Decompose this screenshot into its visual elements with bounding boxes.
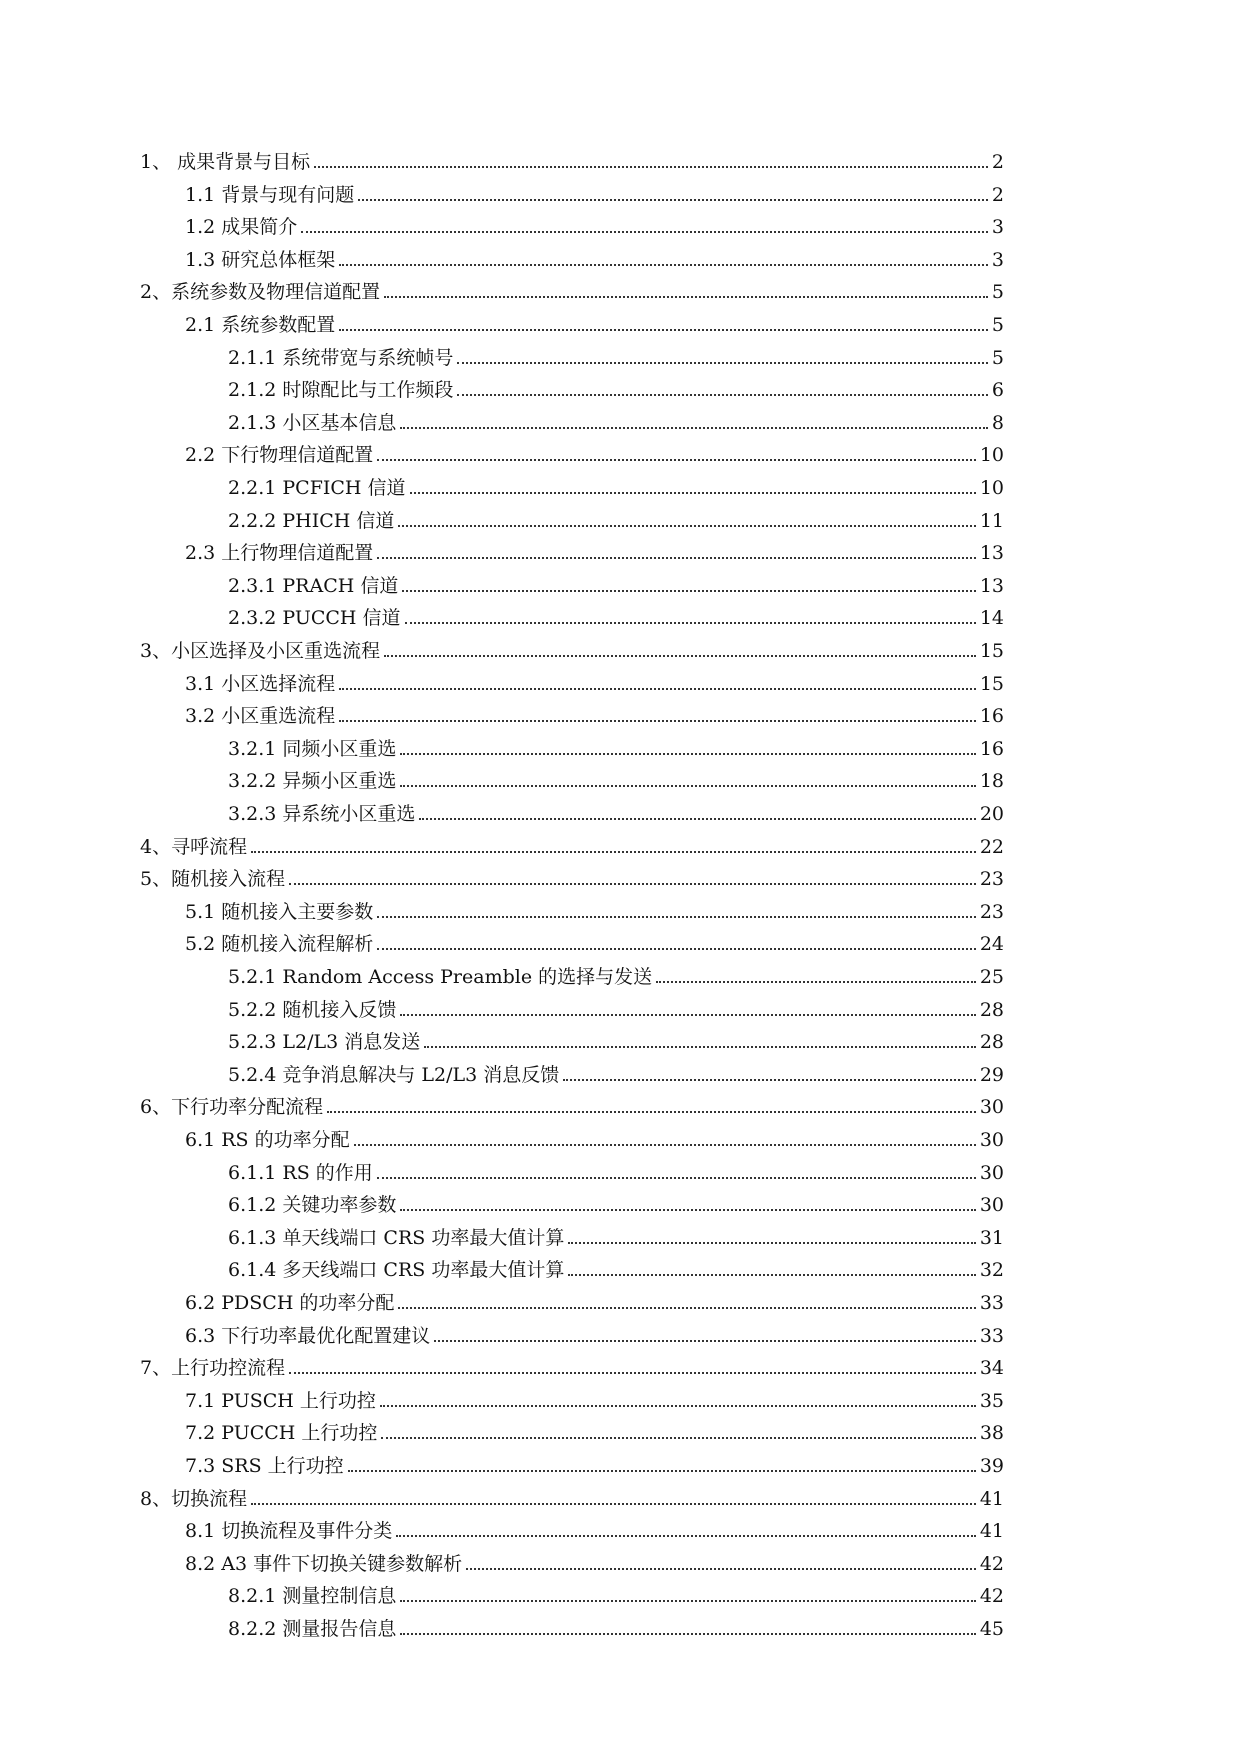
toc-entry[interactable] <box>185 241 1004 271</box>
toc-entry[interactable] <box>185 893 1004 923</box>
toc-entry[interactable] <box>228 762 1004 792</box>
toc-entry-page-number: 30 <box>979 1096 1004 1119</box>
toc-dot-leader <box>377 556 976 559</box>
toc-dot-leader <box>339 263 988 266</box>
toc-entry-label: 3.1 小区选择流程 <box>185 672 336 695</box>
toc-entry[interactable] <box>185 306 1004 336</box>
toc-dot-leader <box>400 1632 975 1635</box>
toc-dot-leader <box>384 654 976 657</box>
toc-entry-page-number: 16 <box>979 737 1004 760</box>
toc-entry-label: 2、系统参数及物理信道配置 <box>140 281 381 304</box>
toc-entry[interactable] <box>228 1186 1004 1216</box>
toc-entry-label: 7、上行功控流程 <box>140 1357 286 1380</box>
toc-entry-page-number: 11 <box>979 509 1004 532</box>
toc-entry[interactable] <box>140 273 1004 303</box>
toc-dot-leader <box>251 1502 976 1505</box>
toc-entry-label: 5.2 随机接入流程解析 <box>185 933 374 956</box>
toc-entry-label: 2.1.3 小区基本信息 <box>228 411 397 434</box>
toc-entry[interactable] <box>228 1577 1004 1607</box>
toc-entry-page-number: 45 <box>979 1618 1004 1640</box>
toc-entry-page-number: 30 <box>979 1161 1004 1184</box>
toc-entry-label: 5.2.1 Random Access Preamble 的选择与发送 <box>228 966 653 988</box>
toc-entry[interactable] <box>185 1382 1004 1412</box>
toc-entry-page-number: 42 <box>979 1552 1004 1575</box>
toc-entry-page-number: 34 <box>979 1357 1004 1380</box>
toc-dot-leader <box>457 361 988 364</box>
toc-entry-page-number: 18 <box>979 770 1004 793</box>
toc-entry[interactable] <box>228 1154 1004 1184</box>
toc-entry-page-number: 8 <box>991 411 1004 434</box>
toc-entry-page-number: 14 <box>979 607 1004 630</box>
toc-dot-leader <box>410 491 976 494</box>
toc-entry-page-number: 23 <box>979 868 1004 891</box>
toc-dot-leader <box>289 882 976 885</box>
toc-entry[interactable] <box>185 1447 1004 1477</box>
toc-dot-leader <box>400 752 975 755</box>
toc-entry-page-number: 30 <box>979 1129 1004 1151</box>
toc-dot-leader <box>381 1436 975 1439</box>
toc-entry[interactable] <box>228 371 1004 401</box>
toc-dot-leader <box>400 426 988 429</box>
toc-entry-label: 8.2.2 测量报告信息 <box>228 1618 397 1640</box>
toc-entry-label: 2.2.1 PCFICH 信道 <box>228 477 406 499</box>
toc-entry-label: 2.2.2 PHICH 信道 <box>228 509 395 532</box>
toc-entry-label: 2.1 系统参数配置 <box>185 314 336 336</box>
toc-dot-leader <box>354 1143 976 1146</box>
toc-entry-page-number: 10 <box>979 477 1004 499</box>
toc-entry[interactable] <box>228 1023 1004 1053</box>
toc-entry[interactable] <box>185 1545 1004 1575</box>
toc-dot-leader <box>419 817 975 820</box>
toc-entry[interactable] <box>228 1056 1004 1086</box>
toc-dot-leader <box>402 589 975 592</box>
toc-dot-leader <box>339 328 988 331</box>
toc-entry[interactable] <box>228 502 1004 532</box>
toc-dot-leader <box>656 980 976 983</box>
toc-entry[interactable] <box>185 1414 1004 1444</box>
toc-entry-page-number: 2 <box>991 183 1004 206</box>
toc-entry[interactable] <box>185 1512 1004 1542</box>
toc-entry-label: 3.2.1 同频小区重选 <box>228 737 397 760</box>
toc-entry-page-number: 3 <box>991 248 1004 271</box>
toc-entry-label: 2.2 下行物理信道配置 <box>185 444 374 467</box>
toc-dot-leader <box>348 1469 976 1472</box>
toc-entry-page-number: 31 <box>979 1226 1004 1249</box>
toc-entry[interactable] <box>228 599 1004 629</box>
toc-entry[interactable] <box>140 143 1004 173</box>
toc-dot-leader <box>400 1599 975 1602</box>
toc-entry-page-number: 42 <box>979 1585 1004 1608</box>
toc-entry-page-number: 6 <box>991 379 1004 402</box>
toc-entry-label: 1、 成果背景与目标 <box>140 151 311 173</box>
toc-entry-label: 5.2.4 竞争消息解决与 L2/L3 消息反馈 <box>228 1063 560 1086</box>
toc-dot-leader <box>377 1176 976 1179</box>
toc-entry-label: 6.1.1 RS 的作用 <box>228 1161 373 1184</box>
toc-dot-leader <box>396 1534 976 1537</box>
toc-entry[interactable] <box>185 697 1004 727</box>
toc-entry-label: 5.2.3 L2/L3 消息发送 <box>228 1031 421 1054</box>
toc-entry-page-number: 39 <box>979 1455 1004 1477</box>
toc-entry-label: 5.1 随机接入主要参数 <box>185 900 374 923</box>
toc-entry-label: 2.3.2 PUCCH 信道 <box>228 607 401 630</box>
toc-entry-label: 6.2 PDSCH 的功率分配 <box>185 1292 395 1314</box>
toc-dot-leader <box>314 165 988 168</box>
toc-entry[interactable] <box>185 436 1004 466</box>
toc-dot-leader <box>457 393 988 396</box>
toc-entry-label: 8.2 A3 事件下切换关键参数解析 <box>185 1552 463 1575</box>
toc-dot-leader <box>563 1078 976 1081</box>
toc-entry[interactable] <box>185 925 1004 955</box>
toc-entry-label: 1.1 背景与现有问题 <box>185 183 355 206</box>
toc-dot-leader <box>398 1306 975 1309</box>
toc-entry[interactable] <box>140 1349 1004 1379</box>
toc-entry-label: 4、寻呼流程 <box>140 835 248 858</box>
toc-entry-label: 6.1.2 关键功率参数 <box>228 1194 397 1217</box>
toc-entry-page-number: 25 <box>979 966 1004 988</box>
toc-entry[interactable] <box>185 1121 1004 1151</box>
toc-entry-label: 2.1.1 系统带宽与系统帧号 <box>228 346 454 369</box>
toc-entry-page-number: 24 <box>979 933 1004 956</box>
toc-entry-page-number: 15 <box>979 672 1004 695</box>
toc-entry[interactable] <box>140 632 1004 662</box>
toc-dot-leader <box>398 524 975 527</box>
toc-entry[interactable] <box>228 339 1004 369</box>
toc-dot-leader <box>568 1273 975 1276</box>
toc-entry-page-number: 3 <box>991 216 1004 239</box>
toc-entry[interactable] <box>228 795 1004 825</box>
toc-entry-page-number: 32 <box>979 1259 1004 1282</box>
toc-entry-page-number: 2 <box>991 151 1004 173</box>
toc-entry-label: 6、下行功率分配流程 <box>140 1096 324 1119</box>
toc-entry[interactable] <box>228 1219 1004 1249</box>
toc-entry-label: 3、小区选择及小区重选流程 <box>140 640 381 662</box>
toc-entry[interactable] <box>185 208 1004 238</box>
toc-entry-label: 6.3 下行功率最优化配置建议 <box>185 1324 431 1347</box>
toc-entry-page-number: 38 <box>979 1422 1004 1445</box>
toc-dot-leader <box>327 1110 976 1113</box>
toc-dot-leader <box>400 1208 975 1211</box>
toc-dot-leader <box>339 687 976 690</box>
toc-entry-label: 7.3 SRS 上行功控 <box>185 1455 344 1477</box>
toc-entry-page-number: 41 <box>979 1487 1004 1510</box>
toc-entry-label: 3.2.3 异系统小区重选 <box>228 803 416 825</box>
toc-entry-page-number: 20 <box>979 803 1004 825</box>
toc-dot-leader <box>380 1404 976 1407</box>
toc-entry-page-number: 13 <box>979 542 1004 565</box>
toc-entry-label: 1.2 成果简介 <box>185 216 298 239</box>
toc-entry-label: 8.1 切换流程及事件分类 <box>185 1520 393 1543</box>
toc-entry-label: 5、随机接入流程 <box>140 868 286 891</box>
toc-dot-leader <box>289 1371 976 1374</box>
toc-dot-leader <box>400 784 975 787</box>
toc-dot-leader <box>377 915 976 918</box>
toc-entry-page-number: 5 <box>991 314 1004 336</box>
toc-dot-leader <box>301 230 988 233</box>
toc-entry-page-number: 35 <box>979 1389 1004 1412</box>
toc-dot-leader <box>466 1567 976 1570</box>
toc-entry-label: 6.1 RS 的功率分配 <box>185 1129 350 1151</box>
toc-dot-leader <box>400 1013 975 1016</box>
toc-dot-leader <box>405 621 976 624</box>
toc-entry[interactable] <box>140 1088 1004 1118</box>
toc-entry-page-number: 28 <box>979 1031 1004 1054</box>
toc-entry-page-number: 30 <box>979 1194 1004 1217</box>
toc-entry-label: 3.2 小区重选流程 <box>185 705 336 728</box>
toc-dot-leader <box>377 947 976 950</box>
toc-entry-label: 3.2.2 异频小区重选 <box>228 770 397 793</box>
toc-entry[interactable] <box>140 828 1004 858</box>
toc-dot-leader <box>384 295 988 298</box>
toc-entry[interactable] <box>228 1251 1004 1281</box>
toc-entry[interactable] <box>185 1317 1004 1347</box>
toc-entry[interactable] <box>185 665 1004 695</box>
toc-dot-leader <box>377 458 976 461</box>
toc-entry[interactable] <box>140 860 1004 890</box>
toc-entry-page-number: 33 <box>979 1292 1004 1314</box>
toc-entry-label: 8.2.1 测量控制信息 <box>228 1585 397 1608</box>
toc-entry-page-number: 5 <box>991 281 1004 304</box>
toc-entry-page-number: 15 <box>979 640 1004 662</box>
toc-dot-leader <box>358 198 988 201</box>
toc-entry-page-number: 33 <box>979 1324 1004 1347</box>
toc-entry-page-number: 10 <box>979 444 1004 467</box>
toc-entry[interactable] <box>185 176 1004 206</box>
toc-entry[interactable] <box>228 1610 1004 1640</box>
toc-entry-label: 7.2 PUCCH 上行功控 <box>185 1422 378 1445</box>
toc-entry[interactable] <box>228 991 1004 1021</box>
toc-dot-leader <box>434 1339 976 1342</box>
toc-entry[interactable] <box>228 404 1004 434</box>
toc-entry[interactable] <box>140 1480 1004 1510</box>
toc-entry-page-number: 5 <box>991 346 1004 369</box>
toc-entry-label: 2.1.2 时隙配比与工作频段 <box>228 379 454 402</box>
toc-entry-label: 5.2.2 随机接入反馈 <box>228 998 397 1021</box>
toc-entry-page-number: 29 <box>979 1063 1004 1086</box>
toc-entry-page-number: 41 <box>979 1520 1004 1543</box>
toc-entry[interactable] <box>228 469 1004 499</box>
toc-entry[interactable] <box>228 958 1004 988</box>
toc-dot-leader <box>339 719 976 722</box>
toc-entry-label: 2.3.1 PRACH 信道 <box>228 574 399 597</box>
toc-entry[interactable] <box>228 567 1004 597</box>
toc-entry-page-number: 23 <box>979 900 1004 923</box>
toc-entry[interactable] <box>185 534 1004 564</box>
toc-entry-label: 8、切换流程 <box>140 1487 248 1510</box>
toc-entry-label: 6.1.4 多天线端口 CRS 功率最大值计算 <box>228 1259 565 1282</box>
toc-entry-label: 6.1.3 单天线端口 CRS 功率最大值计算 <box>228 1226 565 1249</box>
toc-entry[interactable] <box>185 1284 1004 1314</box>
toc-entry-page-number: 22 <box>979 835 1004 858</box>
toc-entry-page-number: 28 <box>979 998 1004 1021</box>
toc-dot-leader <box>251 850 976 853</box>
toc-entry-page-number: 13 <box>979 574 1004 597</box>
toc-entry-page-number: 16 <box>979 705 1004 728</box>
toc-entry[interactable] <box>228 730 1004 760</box>
toc-dot-leader <box>568 1241 975 1244</box>
toc-dot-leader <box>424 1045 976 1048</box>
toc-entry-label: 1.3 研究总体框架 <box>185 248 336 271</box>
toc-entry-label: 2.3 上行物理信道配置 <box>185 542 374 565</box>
toc-entry-label: 7.1 PUSCH 上行功控 <box>185 1389 376 1412</box>
